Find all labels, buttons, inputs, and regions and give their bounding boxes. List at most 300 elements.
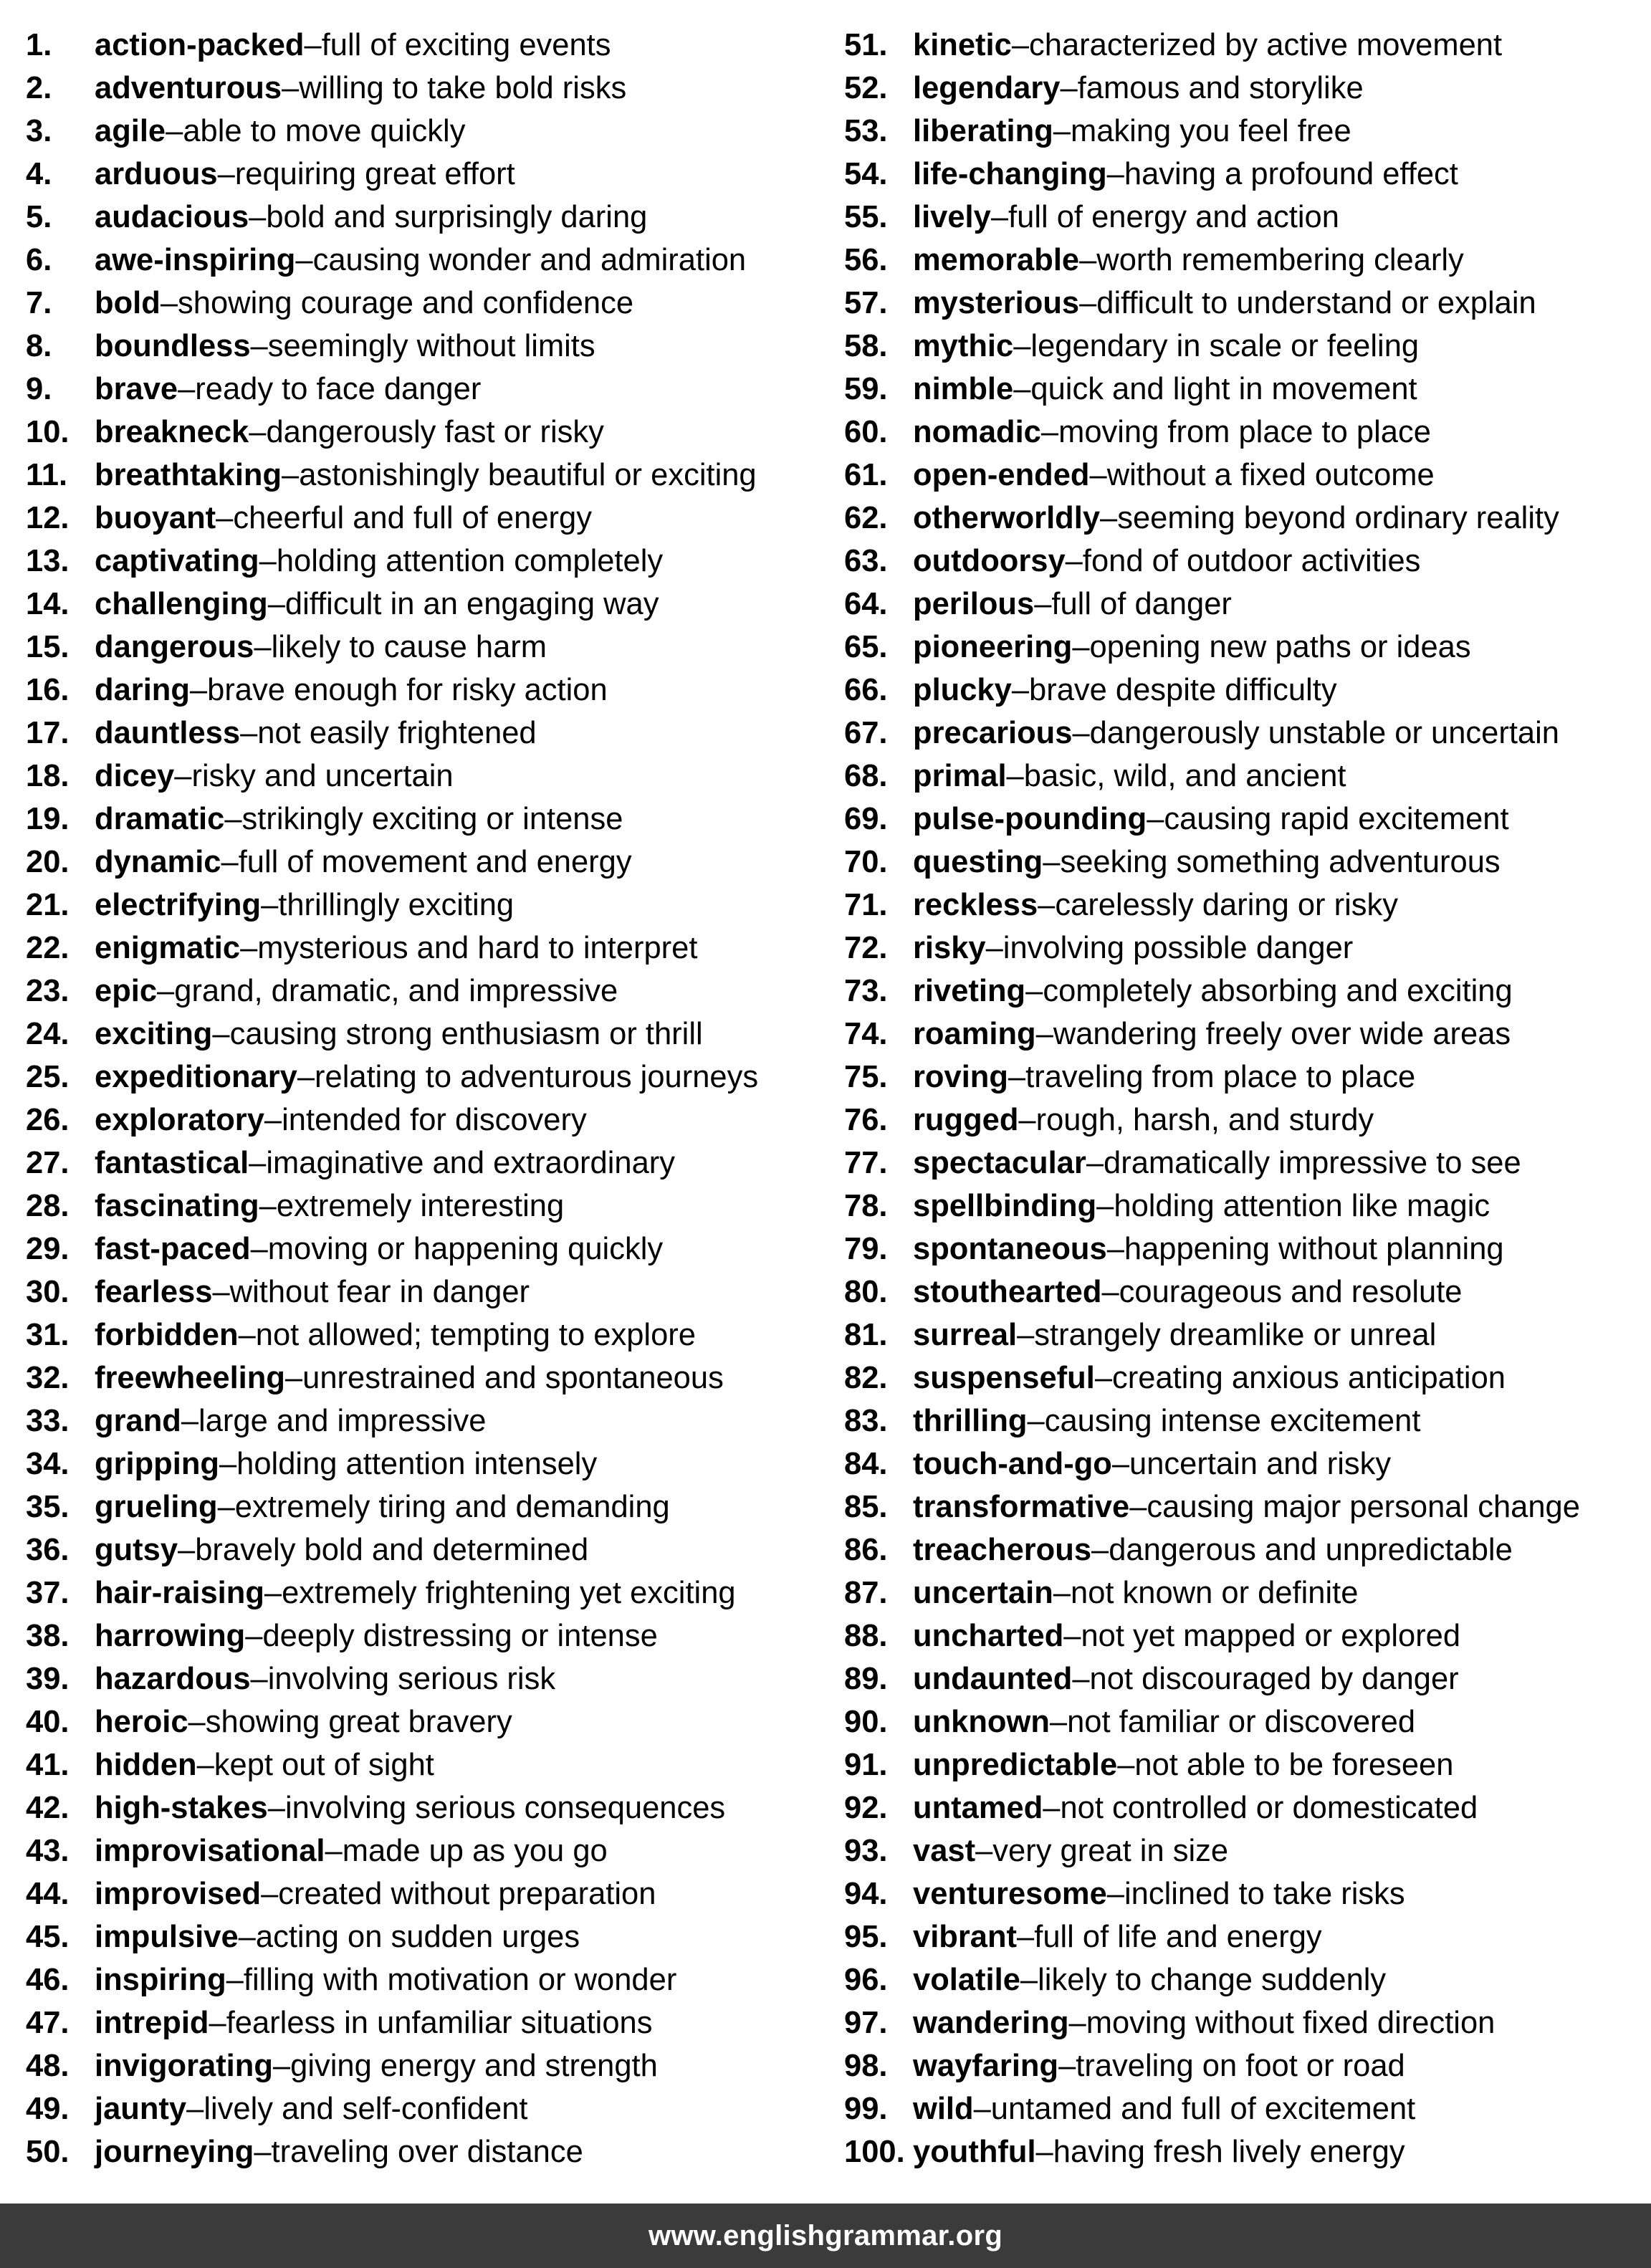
item-definition: giving energy and strength xyxy=(290,2049,658,2083)
list-item xyxy=(844,241,1647,284)
item-definition: completely absorbing and exciting xyxy=(1043,974,1513,1008)
item-term: high-stakes xyxy=(95,1791,268,1825)
item-term: unknown xyxy=(913,1705,1050,1739)
item-separator: – xyxy=(282,458,300,492)
list-item xyxy=(844,2047,1647,2090)
item-definition: dramatically impressive to see xyxy=(1104,1146,1521,1180)
item-number: 55. xyxy=(844,200,888,234)
item-separator: – xyxy=(1091,1533,1109,1567)
item-definition: not allowed; tempting to explore xyxy=(255,1318,696,1352)
item-definition: large and impressive xyxy=(198,1404,487,1438)
item-separator: – xyxy=(264,1103,282,1137)
item-definition: strangely dreamlike or unreal xyxy=(1034,1318,1437,1352)
list-item xyxy=(26,1961,836,2004)
item-number: 60. xyxy=(844,415,888,449)
item-term: improvised xyxy=(95,1877,262,1911)
item-definition: full of life and energy xyxy=(1034,1920,1322,1954)
item-term: venturesome xyxy=(913,1877,1107,1911)
list-item xyxy=(26,456,836,499)
item-separator: – xyxy=(1034,587,1052,621)
item-definition: seeming beyond ordinary reality xyxy=(1117,501,1559,535)
list-item xyxy=(26,1058,836,1101)
item-definition: ready to face danger xyxy=(195,372,482,406)
list-item xyxy=(844,1015,1647,1058)
item-number: 63. xyxy=(844,544,888,578)
item-term: perilous xyxy=(913,587,1035,621)
item-definition: extremely frightening yet exciting xyxy=(282,1576,736,1610)
item-definition: risky and uncertain xyxy=(191,759,454,793)
item-term: challenging xyxy=(95,587,268,621)
item-number: 71. xyxy=(844,888,888,922)
item-separator: – xyxy=(1013,372,1031,406)
item-separator: – xyxy=(1086,1146,1104,1180)
item-separator: – xyxy=(174,759,192,793)
item-definition: dangerously fast or risky xyxy=(266,415,604,449)
list-item xyxy=(26,26,836,69)
item-term: stouthearted xyxy=(913,1275,1102,1309)
item-definition: quick and light in movement xyxy=(1030,372,1417,406)
item-term: expeditionary xyxy=(95,1060,297,1094)
item-number: 61. xyxy=(844,458,888,492)
item-number: 38. xyxy=(26,1619,70,1653)
item-separator: – xyxy=(1072,716,1090,750)
item-number: 27. xyxy=(26,1146,70,1180)
item-number: 83. xyxy=(844,1404,888,1438)
item-definition: able to move quickly xyxy=(183,114,466,148)
item-term: arduous xyxy=(95,157,218,191)
list-item xyxy=(844,757,1647,800)
item-term: risky xyxy=(913,931,986,965)
item-separator: – xyxy=(261,1877,279,1911)
item-definition: seeking something adventurous xyxy=(1060,845,1501,879)
item-definition: willing to take bold risks xyxy=(299,71,627,105)
item-definition: imaginative and extraordinary xyxy=(266,1146,676,1180)
list-item xyxy=(26,2133,836,2176)
item-separator: – xyxy=(254,2135,272,2169)
item-number: 5. xyxy=(26,200,52,234)
item-definition: not familiar or discovered xyxy=(1067,1705,1416,1739)
list-item xyxy=(844,800,1647,843)
item-separator: – xyxy=(1043,845,1061,879)
item-separator: – xyxy=(1065,544,1083,578)
item-definition: full of movement and energy xyxy=(238,845,632,879)
item-definition: carelessly daring or risky xyxy=(1055,888,1399,922)
list-item xyxy=(26,2047,836,2090)
item-number: 52. xyxy=(844,71,888,105)
item-definition: lively and self-confident xyxy=(204,2092,528,2126)
list-item xyxy=(26,1531,836,1574)
item-number: 3. xyxy=(26,114,52,148)
item-definition: strikingly exciting or intense xyxy=(241,802,623,836)
item-separator: – xyxy=(304,28,322,62)
list-item xyxy=(844,1230,1647,1273)
item-definition: brave despite difficulty xyxy=(1029,673,1337,707)
item-definition: mysterious and hard to interpret xyxy=(257,931,698,965)
item-definition: difficult in an engaging way xyxy=(284,587,659,621)
item-term: liberating xyxy=(913,114,1053,148)
list-item xyxy=(26,886,836,929)
item-definition: not known or definite xyxy=(1071,1576,1359,1610)
item-definition: acting on sudden urges xyxy=(255,1920,580,1954)
item-separator: – xyxy=(1017,1318,1035,1352)
list-item xyxy=(844,456,1647,499)
item-separator: – xyxy=(1094,1361,1113,1395)
item-number: 28. xyxy=(26,1189,70,1223)
item-separator: – xyxy=(267,1791,285,1825)
item-term: fast-paced xyxy=(95,1232,251,1266)
item-separator: – xyxy=(178,1533,196,1567)
item-definition: traveling from place to place xyxy=(1025,1060,1416,1094)
item-number: 78. xyxy=(844,1189,888,1223)
list-item xyxy=(26,1703,836,1746)
item-definition: unrestrained and spontaneous xyxy=(302,1361,724,1395)
item-term: dynamic xyxy=(95,845,221,879)
item-term: wild xyxy=(913,2092,974,2126)
list-item xyxy=(26,757,836,800)
list-item xyxy=(844,112,1647,155)
item-number: 73. xyxy=(844,974,888,1008)
item-definition: making you feel free xyxy=(1070,114,1351,148)
item-separator: – xyxy=(1053,1576,1071,1610)
item-number: 92. xyxy=(844,1791,888,1825)
item-definition: extremely interesting xyxy=(276,1189,565,1223)
list-item xyxy=(26,112,836,155)
item-separator: – xyxy=(1068,2006,1086,2040)
list-item xyxy=(26,198,836,241)
item-separator: – xyxy=(1089,458,1107,492)
item-term: grueling xyxy=(95,1490,218,1524)
list-item xyxy=(26,585,836,628)
item-number: 99. xyxy=(844,2092,888,2126)
item-number: 96. xyxy=(844,1963,888,1997)
item-separator: – xyxy=(212,1275,230,1309)
item-separator: – xyxy=(1027,1404,1045,1438)
list-item xyxy=(844,714,1647,757)
item-definition: created without preparation xyxy=(278,1877,656,1911)
item-term: touch-and-go xyxy=(913,1447,1112,1481)
item-term: reckless xyxy=(913,888,1038,922)
item-number: 9. xyxy=(26,372,52,406)
item-number: 70. xyxy=(844,845,888,879)
item-term: gripping xyxy=(95,1447,219,1481)
item-definition: holding attention completely xyxy=(276,544,664,578)
item-separator: – xyxy=(1060,71,1078,105)
item-separator: – xyxy=(1129,1490,1147,1524)
item-term: dicey xyxy=(95,759,175,793)
item-separator: – xyxy=(1106,1232,1124,1266)
item-term: vast xyxy=(913,1834,976,1868)
item-number: 56. xyxy=(844,243,888,277)
item-number: 64. xyxy=(844,587,888,621)
item-definition: dangerous and unpredictable xyxy=(1109,1533,1513,1567)
item-separator: – xyxy=(259,1189,277,1223)
item-separator: – xyxy=(238,1920,256,1954)
list-item xyxy=(26,69,836,112)
item-separator: – xyxy=(216,501,234,535)
list-item xyxy=(844,1316,1647,1359)
item-definition: traveling over distance xyxy=(271,2135,583,2169)
item-separator: – xyxy=(250,1232,268,1266)
list-item xyxy=(26,1359,836,1402)
item-separator: – xyxy=(259,544,277,578)
item-definition: characterized by active movement xyxy=(1029,28,1503,62)
item-definition: basic, wild, and ancient xyxy=(1023,759,1346,793)
item-separator: – xyxy=(157,974,175,1008)
item-definition: grand, dramatic, and impressive xyxy=(174,974,618,1008)
item-separator: – xyxy=(1006,759,1024,793)
item-separator: – xyxy=(297,1060,315,1094)
list-item xyxy=(844,1531,1647,1574)
item-term: nomadic xyxy=(913,415,1041,449)
item-term: freewheeling xyxy=(95,1361,285,1395)
item-number: 91. xyxy=(844,1748,888,1782)
item-definition: rough, harsh, and sturdy xyxy=(1035,1103,1374,1137)
item-number: 45. xyxy=(26,1920,70,1954)
item-number: 88. xyxy=(844,1619,888,1653)
list-item xyxy=(844,1058,1647,1101)
item-number: 49. xyxy=(26,2092,70,2126)
item-definition: moving without fixed direction xyxy=(1086,2006,1496,2040)
list-item xyxy=(26,1402,836,1445)
list-item xyxy=(844,155,1647,198)
list-item xyxy=(844,2133,1647,2176)
item-definition: without a fixed outcome xyxy=(1106,458,1435,492)
list-item xyxy=(26,1187,836,1230)
list-item xyxy=(844,2090,1647,2133)
item-separator: – xyxy=(249,200,267,234)
item-term: dauntless xyxy=(95,716,241,750)
item-definition: causing major personal change xyxy=(1147,1490,1580,1524)
list-item xyxy=(26,1918,836,1961)
item-separator: – xyxy=(975,1834,993,1868)
item-number: 76. xyxy=(844,1103,888,1137)
item-separator: – xyxy=(325,1834,343,1868)
item-separator: – xyxy=(1079,243,1097,277)
item-number: 82. xyxy=(844,1361,888,1395)
item-number: 80. xyxy=(844,1275,888,1309)
item-separator: – xyxy=(1100,501,1118,535)
item-number: 12. xyxy=(26,501,70,535)
item-definition: very great in size xyxy=(992,1834,1229,1868)
item-number: 10. xyxy=(26,415,70,449)
list-item xyxy=(26,499,836,542)
item-number: 81. xyxy=(844,1318,888,1352)
item-term: mythic xyxy=(913,329,1014,363)
list-item xyxy=(26,1574,836,1617)
item-separator: – xyxy=(1106,157,1124,191)
list-item xyxy=(844,327,1647,370)
item-number: 32. xyxy=(26,1361,70,1395)
item-definition: uncertain and risky xyxy=(1129,1447,1392,1481)
item-term: agile xyxy=(95,114,166,148)
item-term: enigmatic xyxy=(95,931,241,965)
item-separator: – xyxy=(282,71,300,105)
item-term: fantastical xyxy=(95,1146,249,1180)
list-item xyxy=(26,1660,836,1703)
item-definition: inclined to take risks xyxy=(1124,1877,1405,1911)
item-term: pioneering xyxy=(913,630,1073,664)
list-item xyxy=(26,1144,836,1187)
item-term: dramatic xyxy=(95,802,225,836)
list-item xyxy=(844,972,1647,1015)
list-item xyxy=(26,1445,836,1488)
item-number: 48. xyxy=(26,2049,70,2083)
item-definition: traveling on foot or road xyxy=(1076,2049,1405,2083)
list-item xyxy=(26,1875,836,1918)
footer-url[interactable]: www.englishgrammar.org xyxy=(648,2219,1003,2252)
item-separator: – xyxy=(1096,1189,1114,1223)
item-number: 2. xyxy=(26,71,52,105)
item-definition: not discouraged by danger xyxy=(1089,1662,1459,1696)
item-separator: – xyxy=(1058,2049,1076,2083)
item-term: breakneck xyxy=(95,415,249,449)
item-term: spectacular xyxy=(913,1146,1086,1180)
item-definition: legendary in scale or feeling xyxy=(1030,329,1420,363)
item-number: 75. xyxy=(844,1060,888,1094)
list-item xyxy=(26,1488,836,1531)
item-separator: – xyxy=(990,200,1009,234)
word-list xyxy=(0,26,1651,2168)
item-term: mysterious xyxy=(913,286,1080,320)
item-separator: – xyxy=(221,845,239,879)
item-number: 47. xyxy=(26,2006,70,2040)
item-number: 51. xyxy=(844,28,888,62)
list-item xyxy=(26,1015,836,1058)
item-term: improvisational xyxy=(95,1834,325,1868)
item-number: 21. xyxy=(26,888,70,922)
item-term: exciting xyxy=(95,1017,213,1051)
item-number: 36. xyxy=(26,1533,70,1567)
item-term: plucky xyxy=(913,673,1012,707)
item-number: 97. xyxy=(844,2006,888,2040)
item-term: journeying xyxy=(95,2135,254,2169)
item-separator: – xyxy=(267,587,285,621)
item-separator: – xyxy=(250,1662,268,1696)
item-separator: – xyxy=(1013,329,1031,363)
item-number: 42. xyxy=(26,1791,70,1825)
item-term: hidden xyxy=(95,1748,197,1782)
item-number: 86. xyxy=(844,1533,888,1567)
list-item xyxy=(844,1961,1647,2004)
list-item xyxy=(844,1832,1647,1875)
item-definition: having fresh lively energy xyxy=(1053,2135,1405,2169)
item-definition: difficult to understand or explain xyxy=(1096,286,1536,320)
item-term: boundless xyxy=(95,329,251,363)
item-number: 59. xyxy=(844,372,888,406)
list-item xyxy=(26,1101,836,1144)
item-separator: – xyxy=(295,243,313,277)
list-item xyxy=(26,671,836,714)
item-number: 30. xyxy=(26,1275,70,1309)
item-separator: – xyxy=(985,931,1003,965)
list-item xyxy=(844,542,1647,585)
item-term: grand xyxy=(95,1404,181,1438)
list-item xyxy=(26,155,836,198)
item-separator: – xyxy=(1025,974,1043,1008)
item-term: pulse-pounding xyxy=(913,802,1147,836)
item-separator: – xyxy=(1101,1275,1119,1309)
item-definition: without fear in danger xyxy=(229,1275,530,1309)
item-term: hazardous xyxy=(95,1662,251,1696)
item-definition: fearless in unfamiliar situations xyxy=(226,2006,653,2040)
list-item xyxy=(26,1789,836,1832)
item-number: 22. xyxy=(26,931,70,965)
list-item xyxy=(844,69,1647,112)
list-item xyxy=(844,1789,1647,1832)
item-definition: courageous and resolute xyxy=(1119,1275,1463,1309)
item-number: 39. xyxy=(26,1662,70,1696)
item-separator: – xyxy=(1147,802,1164,836)
item-separator: – xyxy=(189,673,208,707)
item-number: 94. xyxy=(844,1877,888,1911)
item-definition: famous and storylike xyxy=(1077,71,1364,105)
item-term: riveting xyxy=(913,974,1026,1008)
item-separator: – xyxy=(219,1447,237,1481)
item-separator: – xyxy=(973,2092,991,2126)
item-definition: full of danger xyxy=(1051,587,1232,621)
item-separator: – xyxy=(1072,630,1090,664)
item-number: 54. xyxy=(844,157,888,191)
item-separator: – xyxy=(1008,1060,1026,1094)
list-item xyxy=(26,1617,836,1660)
item-term: brave xyxy=(95,372,178,406)
item-number: 14. xyxy=(26,587,70,621)
list-item xyxy=(844,1359,1647,1402)
list-item xyxy=(26,843,836,886)
item-number: 6. xyxy=(26,243,52,277)
item-definition: not easily frightened xyxy=(257,716,537,750)
item-term: epic xyxy=(95,974,158,1008)
item-definition: dangerously unstable or uncertain xyxy=(1089,716,1559,750)
item-definition: not controlled or domesticated xyxy=(1060,1791,1478,1825)
item-definition: worth remembering clearly xyxy=(1096,243,1464,277)
item-number: 11. xyxy=(26,458,68,492)
item-definition: happening without planning xyxy=(1124,1232,1504,1266)
item-definition: full of exciting events xyxy=(321,28,611,62)
item-separator: – xyxy=(1038,888,1056,922)
item-definition: relating to adventurous journeys xyxy=(315,1060,759,1094)
item-definition: involving possible danger xyxy=(1002,931,1354,965)
item-term: roaming xyxy=(913,1017,1036,1051)
item-definition: untamed and full of excitement xyxy=(990,2092,1416,2126)
item-term: forbidden xyxy=(95,1318,239,1352)
item-definition: likely to cause harm xyxy=(271,630,547,664)
item-separator: – xyxy=(1072,1662,1090,1696)
item-term: fearless xyxy=(95,1275,213,1309)
item-definition: not able to be foreseen xyxy=(1134,1748,1454,1782)
item-number: 68. xyxy=(844,759,888,793)
item-number: 44. xyxy=(26,1877,70,1911)
item-number: 31. xyxy=(26,1318,70,1352)
item-separator: – xyxy=(250,329,268,363)
item-separator: – xyxy=(1079,286,1097,320)
item-number: 65. xyxy=(844,630,888,664)
list-item xyxy=(844,585,1647,628)
item-definition: showing courage and confidence xyxy=(178,286,634,320)
item-term: intrepid xyxy=(95,2006,209,2040)
list-item xyxy=(844,671,1647,714)
item-number: 17. xyxy=(26,716,70,750)
item-separator: – xyxy=(160,286,178,320)
item-separator: – xyxy=(1049,1705,1068,1739)
item-number: 98. xyxy=(844,2049,888,2083)
list-item xyxy=(26,628,836,671)
list-item xyxy=(844,2004,1647,2047)
item-term: untamed xyxy=(913,1791,1043,1825)
item-separator: – xyxy=(1053,114,1071,148)
list-item xyxy=(844,1101,1647,1144)
list-item xyxy=(844,370,1647,413)
